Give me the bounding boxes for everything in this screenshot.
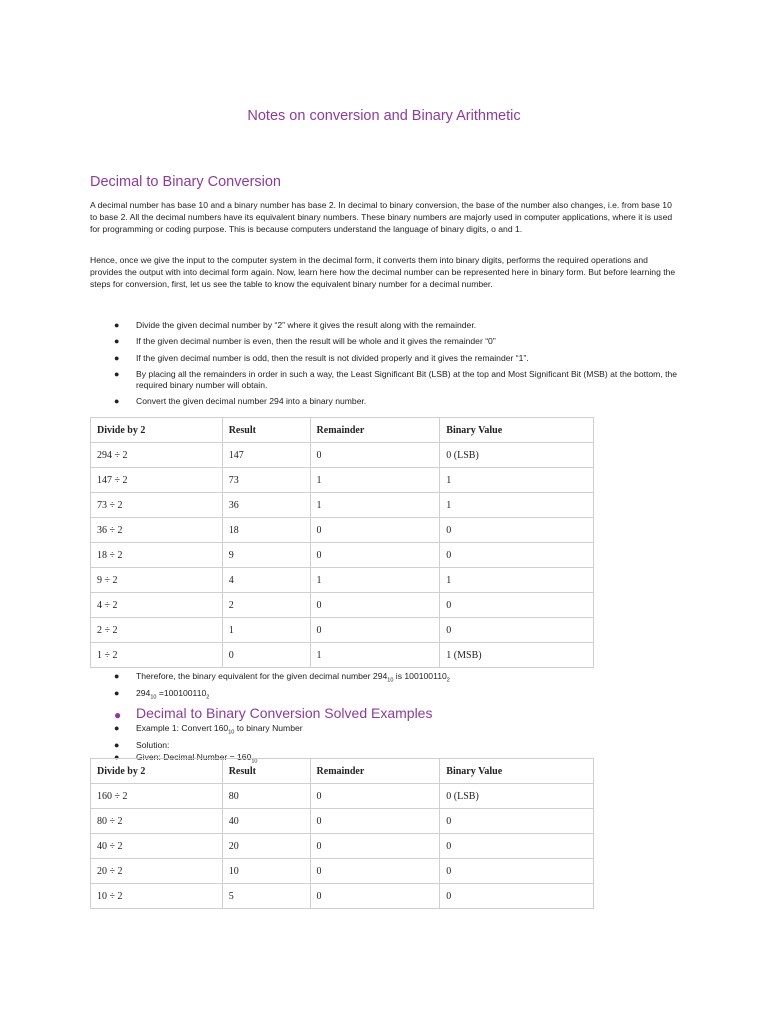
table-row: 73 ÷ 2 36 1 1 (91, 493, 594, 518)
list-item-result-2: ● $294_{10} =100100110_2$ (114, 687, 210, 701)
list-item-solution: ● Solution: (114, 739, 170, 750)
table-row: 1 ÷ 2 0 1 1 (MSB) (91, 643, 594, 668)
conversion-table-160 (90, 758, 594, 909)
bullet-icon: ● (114, 352, 120, 363)
list-item: ● Divide the given decimal number by “2” where it gives the result along with the remainder. (114, 320, 477, 330)
section-heading-solved-examples: ● Decimal to Binary Conversion Solved Examples (114, 704, 433, 722)
column-header-result: Result (222, 759, 310, 784)
table-row: 147 ÷ 2 73 1 1 (91, 468, 594, 493)
bullet-icon: ● (114, 722, 120, 733)
document-title: Notes on conversion and Binary Arithmetic (247, 108, 521, 124)
bullet-icon: ● (114, 739, 120, 750)
result-and-examples-list (90, 670, 680, 768)
bullet-icon: ● (114, 687, 120, 698)
column-header-divide: Divide by 2 (91, 418, 223, 443)
table-row: 80 ÷ 2 40 0 0 (91, 809, 594, 834)
bullet-icon: ● (114, 336, 120, 347)
table-row: 9 ÷ 2 4 1 1 (91, 568, 594, 593)
paragraph-steps-intro: Hence, once we give the input to the computer system in the decimal form, it converts them into binary digits, performs the required operations and provides the output with into decimal form again. Now, learn here how the decimal number can be represented here in binary form. But before learning the steps for conversion, first, let us see the table to know the equivalent binary number for a decimal number. (90, 255, 676, 290)
column-header-result: Result (222, 418, 310, 443)
bullet-icon: ● (114, 671, 120, 681)
table-row: 40 ÷ 2 20 0 0 (91, 834, 594, 859)
list-item-given: ● Given: Decimal Number = $160_{10}$ (114, 751, 258, 765)
list-item: ● Convert the given decimal number 294 into a binary number. (114, 396, 367, 407)
table-row: 20 ÷ 2 10 0 0 (91, 859, 594, 884)
list-item: ● If the given decimal number is even, then the result will be whole and it gives the remainder “0” (114, 336, 496, 347)
table-row: 160 ÷ 2 80 0 0 (LSB) (91, 784, 594, 809)
table-header-row (91, 418, 594, 443)
table-row: 4 ÷ 2 2 0 0 (91, 593, 594, 618)
bullet-icon: ● (114, 320, 120, 330)
table-row: 294 ÷ 2 147 0 0 (LSB) (91, 443, 594, 468)
column-header-remainder: Remainder (310, 759, 440, 784)
conversion-table-294 (90, 417, 594, 668)
bullet-icon: ● (114, 707, 122, 722)
table-row: 10 ÷ 2 5 0 0 (91, 884, 594, 909)
table-row: 36 ÷ 2 18 0 0 (91, 518, 594, 543)
bullet-icon: ● (114, 396, 120, 407)
column-header-binary-value: Binary Value (440, 759, 594, 784)
list-item: ● If the given decimal number is odd, then the result is not divided properly and it gives the remainder “1”. (114, 352, 529, 363)
conversion-steps-list (90, 320, 680, 408)
table-header-row (91, 759, 594, 784)
list-item-example: ● Example 1: Convert $160_{10}$ to binary Number (114, 722, 303, 736)
section-heading-decimal-to-binary: Decimal to Binary Conversion (90, 174, 281, 190)
table-row: 18 ÷ 2 9 0 0 (91, 543, 594, 568)
paragraph-intro: A decimal number has base 10 and a binary number has base 2. In decimal to binary conversion, the base of the number also changes, i.e. from base 10 to base 2. All the decimal numbers have its equivalent binary numbers. These binary numbers are majorly used in computer applications, where it is used for programming or coding purpose. This is because computers understand the language of binary digits, o and 1. (90, 200, 673, 235)
column-header-divide: Divide by 2 (91, 759, 223, 784)
table-row: 2 ÷ 2 1 0 0 (91, 618, 594, 643)
bullet-icon: ● (114, 751, 120, 762)
column-header-binary-value: Binary Value (440, 418, 594, 443)
list-item: ● By placing all the remainders in order in such a way, the Least Significant Bit (LSB) at the top and Most Significant Bit (MSB) at the bottom, the required binary number will obtain. (114, 368, 678, 391)
bullet-icon: ● (114, 368, 120, 379)
column-header-remainder: Remainder (310, 418, 440, 443)
list-item-result-1: ● Therefore, the binary equivalent for the given decimal number $294_{10}$ is $100100110_2$ (114, 671, 450, 684)
